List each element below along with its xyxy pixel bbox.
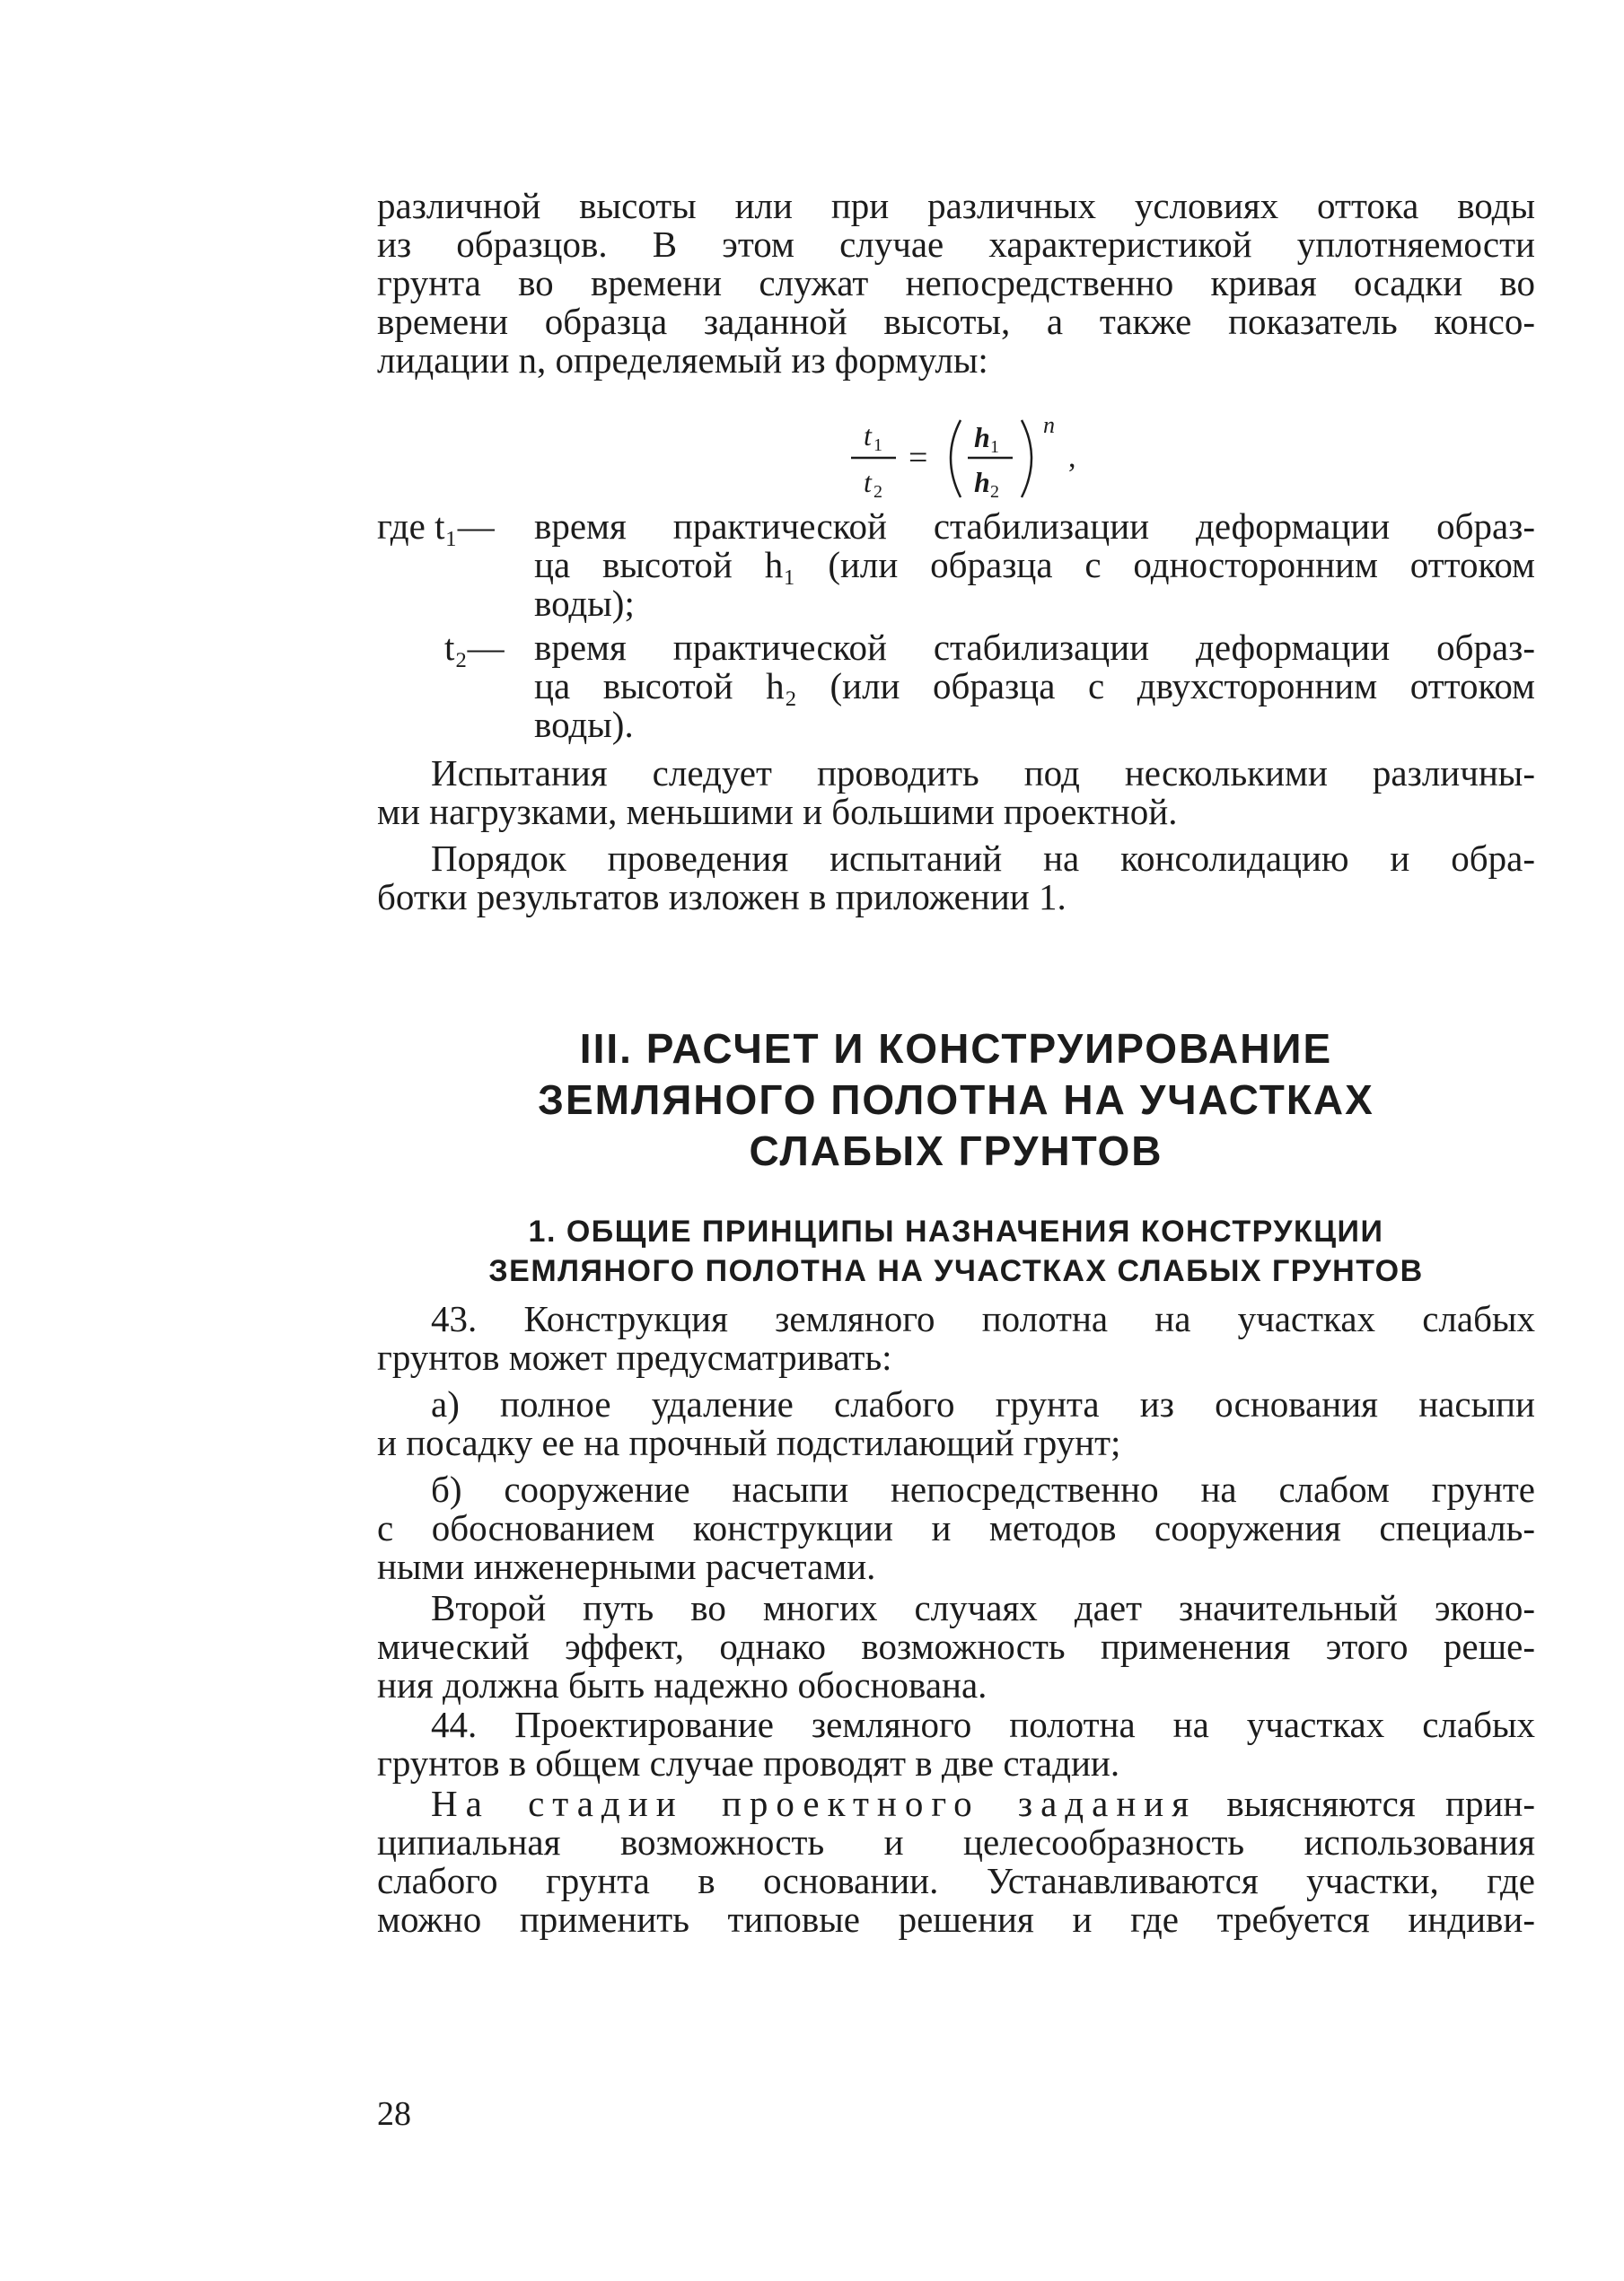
text-line: мический эффект, однако возможность применения этого реше- (377, 1626, 1535, 1667)
list-item-b (377, 1470, 1535, 1586)
consolidation-formula (844, 411, 1140, 501)
text-line (377, 1785, 1535, 1823)
text-line: различной высоты или при различных условиях оттока воды (377, 185, 1535, 226)
text-line: из образцов. В этом случае характеристикой уплотняемости (377, 224, 1535, 265)
text-line: ботки результатов изложен в приложении 1. (377, 876, 1067, 917)
formula-equals: = (909, 439, 928, 477)
paragraph-consolidation-intro (377, 187, 1535, 380)
formula-h1-sub: 1 (990, 437, 999, 457)
formula-t2-sub: 2 (873, 482, 882, 501)
paragraph-design-stage (377, 1785, 1535, 1939)
text-line: Порядок проведения испытаний на консолидацию и обра- (431, 838, 1535, 879)
formula-t2: t (864, 466, 872, 498)
definition-t2 (377, 628, 1535, 744)
text-line: с обоснованием конструкции и методов сооружения специаль- (377, 1507, 1535, 1548)
text-line: ми нагрузками, меньшими и большими проектной. (377, 791, 1178, 832)
text-line: можно применить типовые решения и где требуется индиви- (377, 1899, 1535, 1940)
formula-paren-left (951, 420, 961, 497)
definition-label: где t₁— (377, 505, 495, 547)
formula-t1-sub: 1 (873, 435, 882, 455)
spaced-term: На стадии проектного задания (431, 1783, 1198, 1824)
paragraph-order (377, 839, 1535, 917)
formula-t1: t (864, 419, 872, 452)
text-line: ца высотой h₁ (или образца с односторонним оттоком (534, 544, 1535, 585)
text-line: 44. Проектирование земляного полотна на участках слабых (431, 1704, 1535, 1745)
text-line: ния должна быть надежно обоснована. (377, 1664, 988, 1706)
text-line: грунтов может предусматривать: (377, 1337, 892, 1378)
text-line: воды). (534, 704, 634, 745)
heading-line: ЗЕМЛЯНОГО ПОЛОТНА НА УЧАСТКАХ (538, 1076, 1374, 1123)
text-line: время практической стабилизации деформации образ- (534, 505, 1535, 547)
formula-h2: h (974, 466, 990, 498)
text-line: а) полное удаление слабого грунта из основания насыпи (431, 1383, 1535, 1425)
formula-h1: h (974, 421, 990, 453)
section-heading (377, 1212, 1535, 1291)
text-line: ными инженерными расчетами. (377, 1546, 876, 1587)
text-line: времени образца заданной высоты, а также показатель консо- (377, 301, 1535, 342)
formula-h2-sub: 2 (990, 482, 999, 501)
text-line: время практической стабилизации деформации образ- (534, 627, 1535, 668)
paragraph-43 (377, 1300, 1535, 1377)
formula-exponent: n (1043, 412, 1055, 438)
formula-comma: , (1068, 441, 1076, 474)
text-line: грунта во времени служат непосредственно кривая осадки во (377, 262, 1535, 303)
chapter-heading (377, 1023, 1535, 1177)
paragraph-44 (377, 1706, 1535, 1783)
text-line: лидации n, определяемый из формулы: (377, 339, 988, 381)
heading-line: III. РАСЧЕТ И КОНСТРУИРОВАНИЕ (579, 1025, 1333, 1072)
heading-line: СЛАБЫХ ГРУНТОВ (749, 1127, 1163, 1174)
paragraph-tests (377, 754, 1535, 831)
text-line: воды); (534, 583, 635, 624)
formula-paren-right (1022, 420, 1031, 497)
text-line: слабого грунта в основании. Устанавливаются участки, где (377, 1860, 1535, 1901)
heading-line: ЗЕМЛЯНОГО ПОЛОТНА НА УЧАСТКАХ СЛАБЫХ ГРУНТОВ (488, 1254, 1424, 1288)
text-line: Второй путь во многих случаях дает значительный эконо- (431, 1587, 1535, 1628)
text-line: грунтов в общем случае проводят в две стадии. (377, 1742, 1120, 1784)
formula-definitions (377, 507, 1535, 744)
text-line: б) сооружение насыпи непосредственно на слабом грунте (431, 1469, 1535, 1510)
text-fragment: выясняются прин- (1197, 1783, 1535, 1824)
definition-t1 (377, 507, 1535, 623)
text-line: ципиальная возможность и целесообразность использования (377, 1821, 1535, 1863)
text-line: и посадку ее на прочный подстилающий грунт; (377, 1422, 1121, 1463)
definition-label: t₂— (444, 627, 505, 668)
paragraph-second-way (377, 1589, 1535, 1705)
list-item-a (377, 1385, 1535, 1462)
text-line: ца высотой h₂ (или образца с двухсторонним оттоком (534, 665, 1535, 706)
heading-line: 1. ОБЩИЕ ПРИНЦИПЫ НАЗНАЧЕНИЯ КОНСТРУКЦИИ (528, 1215, 1384, 1249)
page-number: 28 (377, 2095, 411, 2133)
text-line: 43. Конструкция земляного полотна на участках слабых (431, 1298, 1535, 1339)
text-line: Испытания следует проводить под несколькими различны- (431, 752, 1535, 794)
